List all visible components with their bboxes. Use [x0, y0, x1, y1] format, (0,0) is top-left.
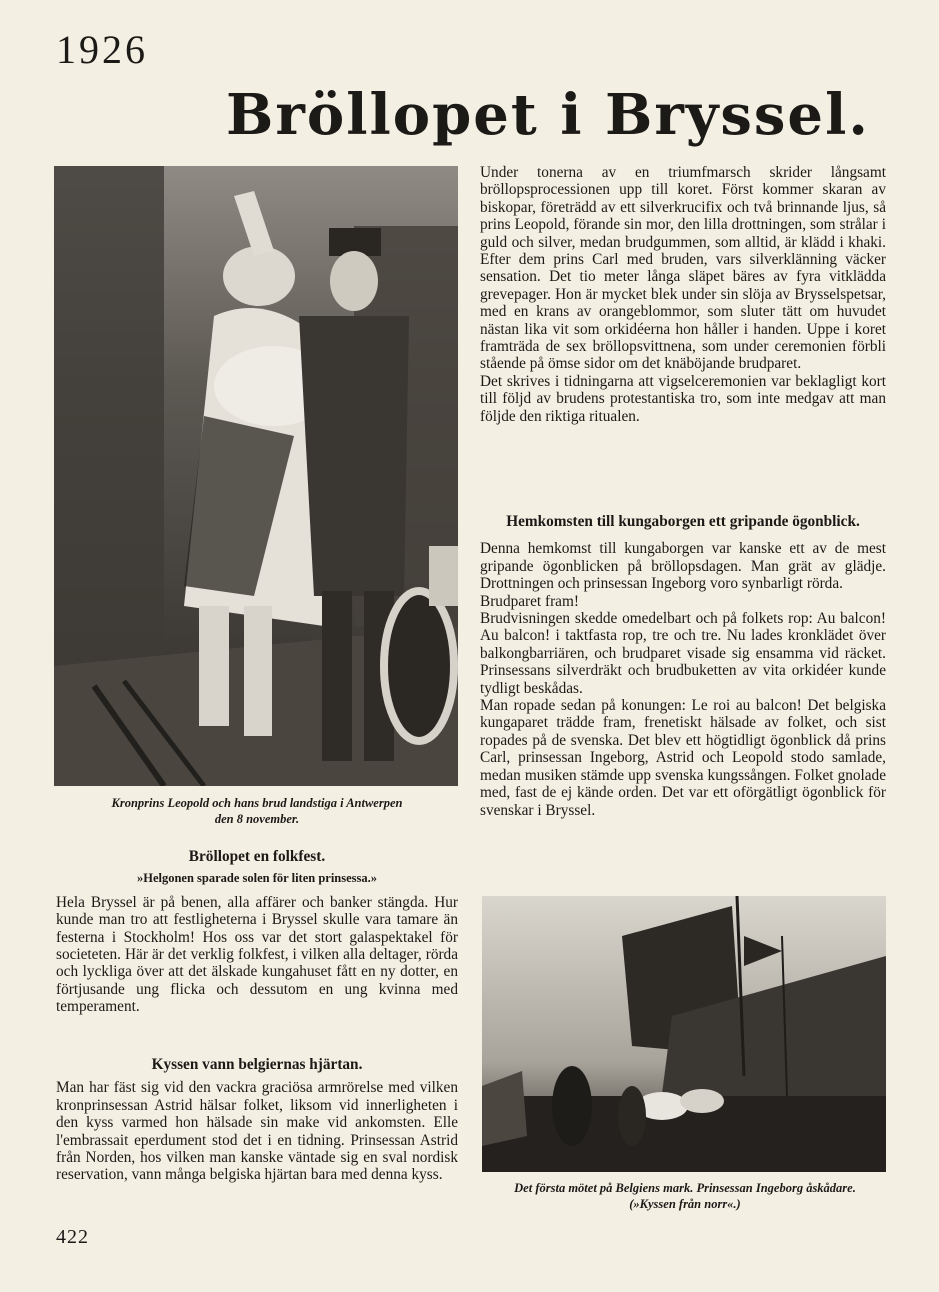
kyssen-paragraph: Man har fäst sig vid den vackra graciösa armrörelse med vilken kronprinsessan Astrid hälsar folket, liksom vid innerligheten i den kyss varmed hon hälsade sin make vid ankomsten. Elle l'embrassait eperdument stod det i en tidning. Prinsessan Astrid från Norden, hos vilken man kanske väntade sig en sval nordisk reservation, vann många belgiska hjärtan bara med denna kyss.	[56, 1079, 458, 1184]
wedding-couple-image	[54, 166, 458, 786]
hemkomsten-paragraph-1: Denna hemkomst till kungaborgen var kanske ett av de mest gripande ögonblicken på bröllopsdagen. Man grät av glädje. Drottningen och prinsessan Ingeborg voro synbarligt rörda.	[480, 540, 886, 593]
hemkomsten-paragraph-2: Brudparet fram!	[480, 592, 579, 610]
hemkomsten-paragraph-4: Man ropade sedan på konungen: Le roi au balcon! Det belgiska kungaparet trädde fram, frenetiskt hälsade av folket, och sist ropades på de svenska. Det blev ett högtidligt ögonblick då prins Carl, prinsessan Ingeborg, Astrid och Leopold stodo samlade, medan musiken stämde upp svenska kungssången. Folket gnolade med, fast de ej kände orden. Det var ett oförgätligt ögonblick för svenskar i Bryssel.	[480, 697, 886, 819]
right-top-text	[480, 164, 886, 425]
left-section-folkfest	[56, 848, 458, 1016]
photo-first-meeting	[482, 896, 886, 1172]
first-meeting-image	[482, 896, 886, 1172]
photo2-caption-line2: (»Kyssen från norr«.)	[629, 1197, 741, 1211]
hemkomsten-heading: Hemkomsten till kungaborgen ett gripande ögonblick.	[506, 513, 860, 530]
ceremony-paragraph: Det skrives i tidningarna att vigselceremonien var beklagligt kort till följd av brudens protestantiska tro, som inte medgav att man följde den riktiga ritualen.	[480, 372, 886, 425]
photo-leopold-astrid	[54, 166, 458, 786]
folkfest-heading: Bröllopet en folkfest.	[188, 848, 326, 865]
right-section-hemkomsten	[480, 513, 886, 819]
photo1-caption-line1: Kronprins Leopold och hans brud landstiga i Antwerpen	[111, 796, 403, 810]
page-title: Bröllopet i Bryssel.	[226, 82, 870, 148]
photo2-caption	[480, 1180, 890, 1212]
photo2-caption-line1: Det första mötet på Belgiens mark. Prinsessan Ingeborg åskådare.	[514, 1181, 856, 1195]
photo1-caption	[56, 795, 458, 827]
page-number: 422	[56, 1226, 89, 1248]
photo1-caption-line2: den 8 november.	[214, 812, 300, 826]
hemkomsten-paragraph-3: Brudvisningen skedde omedelbart och på folkets rop: Au balcon! Au balcon! i taktfasta rop, tre och tre. Nu lades kronklädet över balkongbarriären, och brudparet visade sig ensamma vid räcket. Prinsessans silverdräkt och brudbuketten av vita orkidéer kunde tydligt beskådas.	[480, 610, 886, 697]
year-heading: 1926	[56, 27, 148, 72]
procession-paragraph: Under tonerna av en triumfmarsch skrider långsamt bröllopsprocessionen upp till koret. Först kommer skaran av biskopar, företrädd av ett silverkrucifix och två brinnande ljus, så prins Leopold, förande sin mor, den lilla drottningen, som strålar i guld och silver, medan brudgummen, som alltid, är klädd i khaki. Efter dem prins Carl med bruden, vars silverklänning väcker sensation. Det tio meter långa släpet bäres av fyra vitklädda grevepager. Hon är mycket blek under sin slöja av Brysselspetsar, med en krans av orangeblommor, som sluter tätt om huvudet nästan lika vit som orkidéerna hon håller i handen. Uppe i koret framträda de sex bröllopsvittnena, som under ceremonien förbli stående på ömse sidor om det knäböjande brudparet.	[480, 164, 886, 373]
kyssen-heading: Kyssen vann belgiernas hjärtan.	[151, 1056, 363, 1073]
folkfest-paragraph: Hela Bryssel är på benen, alla affärer och banker stängda. Hur kunde man tro att festligheterna i Bryssel skulle vara tamare än festerna i Stockholm! Hos oss var det stort galaspektakel för societeten. Här är det verklig folkfest, i vilken alla deltager, rörda och lyckliga över att det älskade kungahuset fått en ny dotter, en förtjusande ung flicka och dessutom en ung kvinna med temperament.	[56, 893, 458, 1016]
folkfest-subheading: »Helgonen sparade solen för liten prinsessa.»	[136, 871, 378, 886]
left-section-kyssen	[56, 1056, 458, 1184]
